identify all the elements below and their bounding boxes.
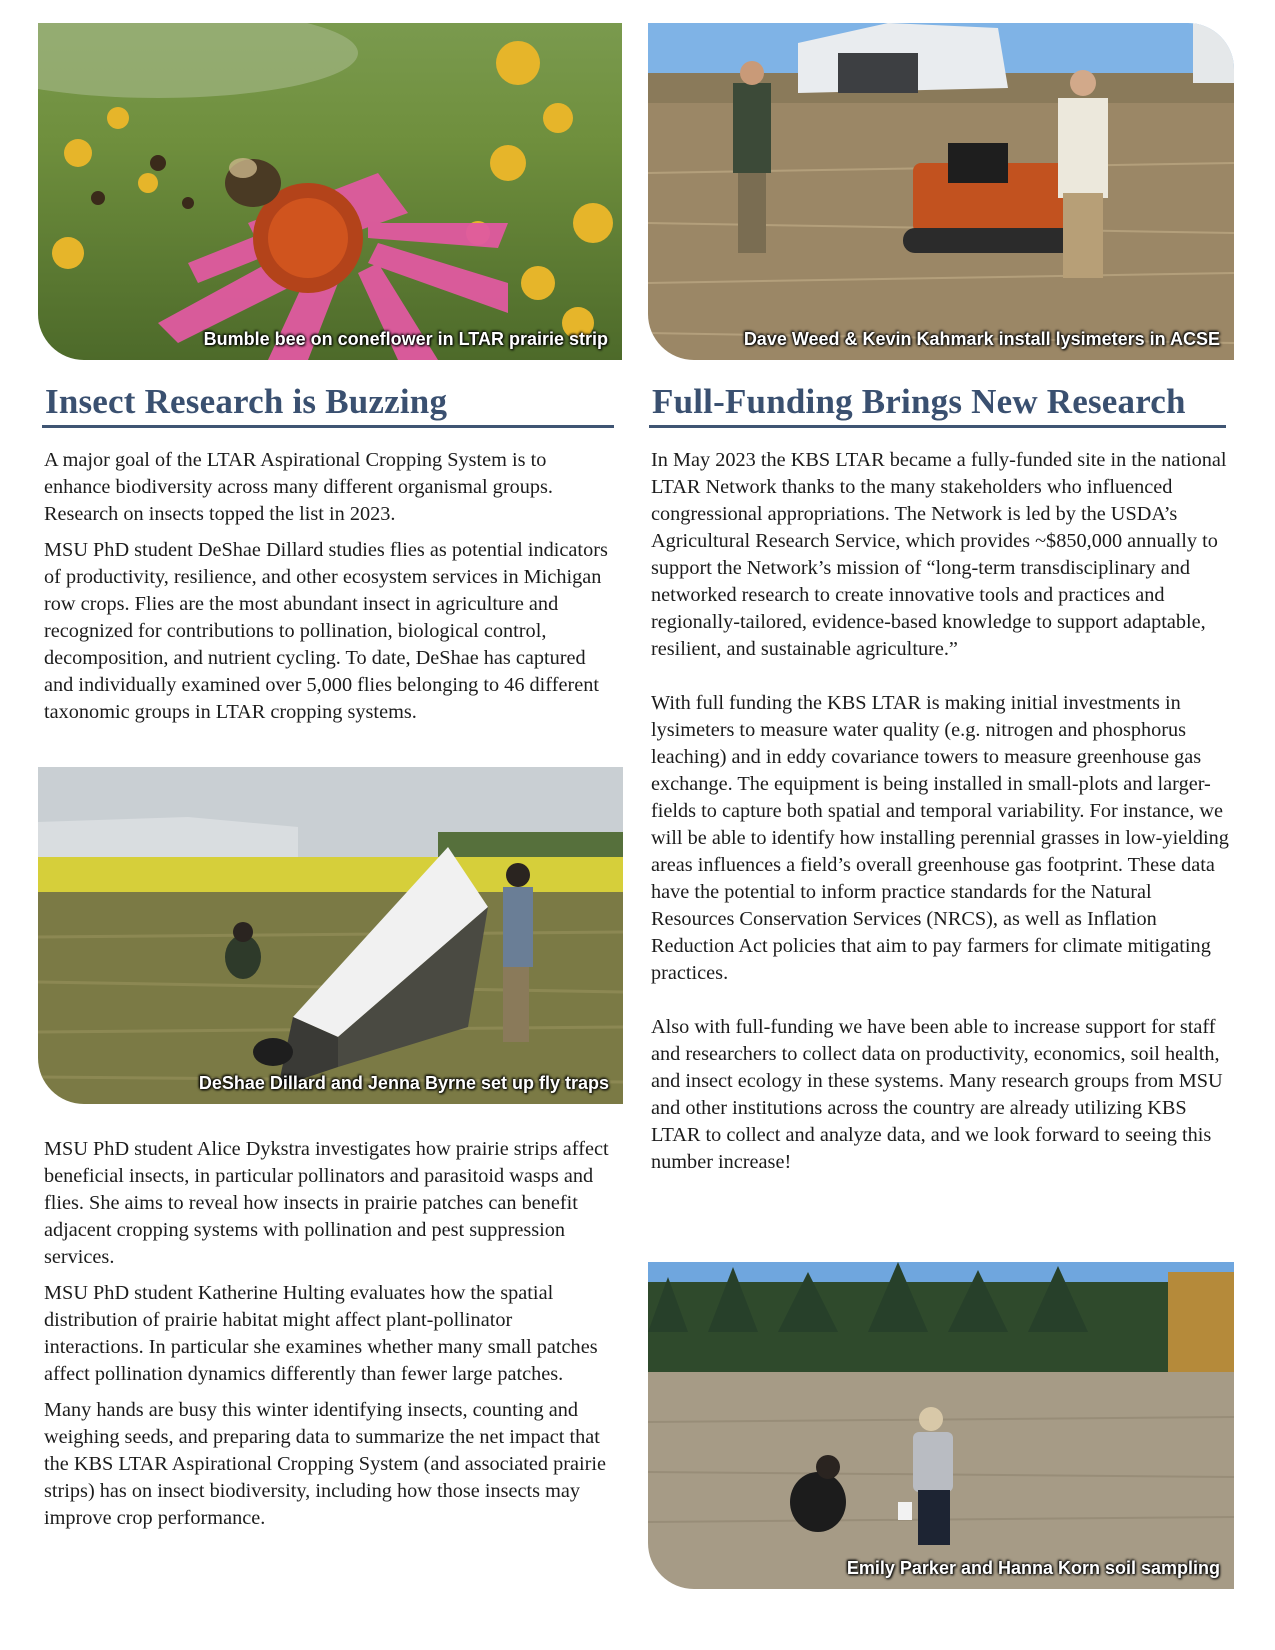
soil-photo-image bbox=[648, 1262, 1234, 1589]
bee-photo-caption: Bumble bee on coneflower in LTAR prairie strip bbox=[203, 329, 608, 349]
insect-research-paragraph: Many hands are busy this winter identifying insects, counting and weighing seeds, and preparing data to summarize the net impact that the KBS LTAR Aspirational Cropping System (and associated prairie strips) has on insect biodiversity, including how those insects may improve crop performance. bbox=[44, 1399, 607, 1529]
lysimeter-photo-caption: Dave Weed & Kevin Kahmark install lysimeters in ACSE bbox=[743, 329, 1220, 349]
lysimeter-photo-image bbox=[648, 23, 1234, 360]
lysimeter-photo bbox=[648, 23, 1234, 360]
flytrap-photo-image bbox=[38, 767, 623, 1104]
full-funding-heading: Full-Funding Brings New Research bbox=[652, 382, 1186, 421]
bee-photo-image bbox=[38, 23, 622, 360]
full-funding-paragraph: Also with full-funding we have been able to increase support for staff and researchers to collect data on productivity, economics, soil health, and insect ecology in these systems. Many research groups from MSU and other institutions across the country are already utilizing KBS LTAR to collect and analyze data, and we look forward to seeing this number increase! bbox=[651, 1016, 1223, 1173]
flytrap-photo-caption: DeShae Dillard and Jenna Byrne set up fly traps bbox=[198, 1073, 609, 1093]
insect-research-paragraph: MSU PhD student Alice Dykstra investigates how prairie strips affect beneficial insects, in particular pollinators and parasitoid wasps and flies. She aims to reveal how insects in prairie patches can benefit adjacent cropping systems with pollination and pest suppression services. bbox=[44, 1138, 609, 1268]
full-funding-paragraph: With full funding the KBS LTAR is making initial investments in lysimeters to measure water quality (e.g. nitrogen and phosphorus leaching) and in eddy covariance towers to measure greenhouse gas exchange. The equipment is being installed in small-plots and larger-fields to capture both spatial and temporal variability. For instance, we will be able to identify how installing perennial grasses in low-yielding areas influences a field’s overall greenhouse gas footprint. These data have the potential to inform practice standards for the Natural Resources Conservation Services (NRCS), as well as Inflation Reduction Act policies that aim to pay farmers for climate mitigating practices. bbox=[651, 692, 1229, 984]
full-funding-body bbox=[651, 447, 1229, 1185]
bee-photo bbox=[38, 23, 622, 360]
insect-research-heading-rule bbox=[42, 425, 614, 428]
insect-research-body-top bbox=[44, 447, 614, 735]
soil-photo-caption: Emily Parker and Hanna Korn soil sampling bbox=[846, 1558, 1220, 1578]
soil-photo bbox=[648, 1262, 1234, 1589]
full-funding-heading-rule bbox=[649, 425, 1226, 428]
full-funding-paragraph: In May 2023 the KBS LTAR became a fully-funded site in the national LTAR Network thanks to the many stakeholders who influenced congressional appropriations. The Network is led by the USDA’s Agricultural Research Service, which provides ~$850,000 annually to support the Network’s mission of “long-term transdisciplinary and networked research to create innovative tools and practices and regionally-tailored, evidence-based knowledge to support adaptable, resilient, and sustainable agriculture.” bbox=[651, 449, 1227, 660]
insect-research-body-bottom bbox=[44, 1136, 609, 1541]
insect-research-paragraph: MSU PhD student Katherine Hulting evaluates how the spatial distribution of prairie habitat might affect plant-pollinator interactions. In particular she examines whether many small patches affect pollination dynamics differently than fewer large patches. bbox=[44, 1282, 598, 1385]
flytrap-photo bbox=[38, 767, 623, 1104]
insect-research-paragraph: A major goal of the LTAR Aspirational Cropping System is to enhance biodiversity across many different organismal groups. Research on insects topped the list in 2023. bbox=[44, 449, 553, 525]
insect-research-heading: Insect Research is Buzzing bbox=[45, 382, 448, 421]
insect-research-paragraph: MSU PhD student DeShae Dillard studies flies as potential indicators of productivity, resilience, and other ecosystem services in Michigan row crops. Flies are the most abundant insect in agriculture and recognized for contributions to pollination, biological control, decomposition, and nutrient cycling. To date, DeShae has captured and individually examined over 5,000 flies belonging to 46 different taxonomic groups in LTAR cropping systems. bbox=[44, 539, 608, 723]
